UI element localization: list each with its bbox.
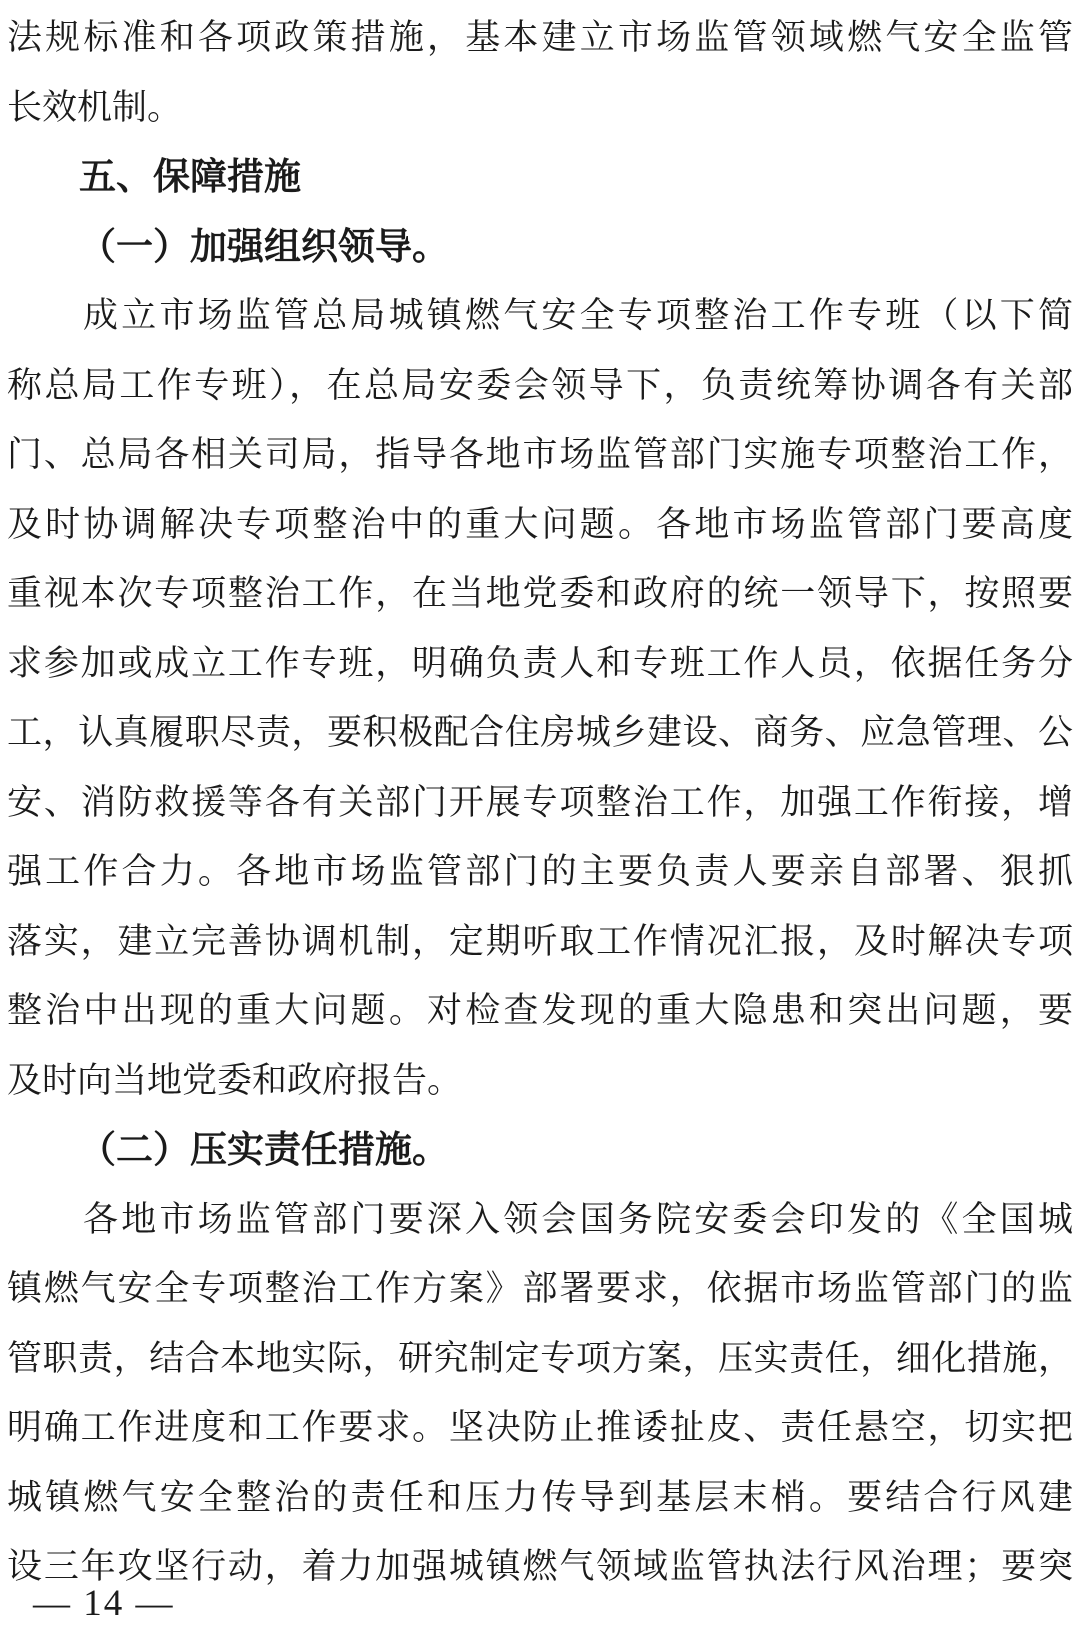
page-footer (33, 1582, 175, 1625)
paragraph-line: 成立市场监管总局城镇燃气安全专项整治工作专班（以下简 (83, 296, 1073, 335)
section-heading: 五、保障措施 (79, 156, 301, 197)
paragraph-line: 门、总局各相关司局，指导各地市场监管部门实施专项整治工作， (7, 435, 1073, 474)
section-heading: （二）压实责任措施。 (79, 1129, 449, 1170)
paragraph-line: 及时协调解决专项整治中的重大问题。各地市场监管部门要高度 (7, 504, 1073, 544)
paragraph-line: 镇燃气安全专项整治工作方案》部署要求，依据市场监管部门的监 (7, 1269, 1073, 1308)
paragraph-line: 安、消防救援等各有关部门开展专项整治工作，加强工作衔接，增 (7, 782, 1073, 822)
paragraph-line: 明确工作进度和工作要求。坚决防止推诿扯皮、责任悬空，切实把 (7, 1408, 1073, 1447)
section-heading: （一）加强组织领导。 (79, 225, 449, 267)
paragraph-line: 整治中出现的重大问题。对检查发现的重大隐患和突出问题，要 (7, 991, 1073, 1030)
paragraph-line: 重视本次专项整治工作，在当地党委和政府的统一领导下，按照要 (7, 574, 1073, 613)
paragraph-line: 长效机制。 (7, 87, 183, 127)
page-number: — 14 — (33, 1583, 175, 1624)
paragraph-line: 求参加或成立工作专班，明确负责人和专班工作人员，依据任务分 (7, 643, 1073, 683)
paragraph-line: 城镇燃气安全整治的责任和压力传导到基层末梢。要结合行风建 (7, 1477, 1073, 1517)
paragraph-line: 工，认真履职尽责，要积极配合住房城乡建设、商务、应急管理、公 (7, 713, 1073, 752)
paragraph-line: 法规标准和各项政策措施，基本建立市场监管领域燃气安全监管 (7, 18, 1073, 57)
paragraph-line: 称总局工作专班），在总局安委会领导下，负责统筹协调各有关部 (7, 365, 1073, 405)
paragraph-line: 管职责，结合本地实际，研究制定专项方案，压实责任，细化措施， (7, 1338, 1073, 1378)
paragraph-line: 各地市场监管部门要深入领会国务院安委会印发的《全国城 (83, 1199, 1073, 1239)
paragraph-line: 及时向当地党委和政府报告。 (7, 1060, 463, 1100)
paragraph-line: 落实，建立完善协调机制，定期听取工作情况汇报，及时解决专项 (7, 921, 1073, 961)
paragraph-line: 强工作合力。各地市场监管部门的主要负责人要亲自部署、狠抓 (7, 852, 1073, 891)
paragraph-line: 设三年攻坚行动，着力加强城镇燃气领域监管执法行风治理；要突 (7, 1547, 1073, 1586)
